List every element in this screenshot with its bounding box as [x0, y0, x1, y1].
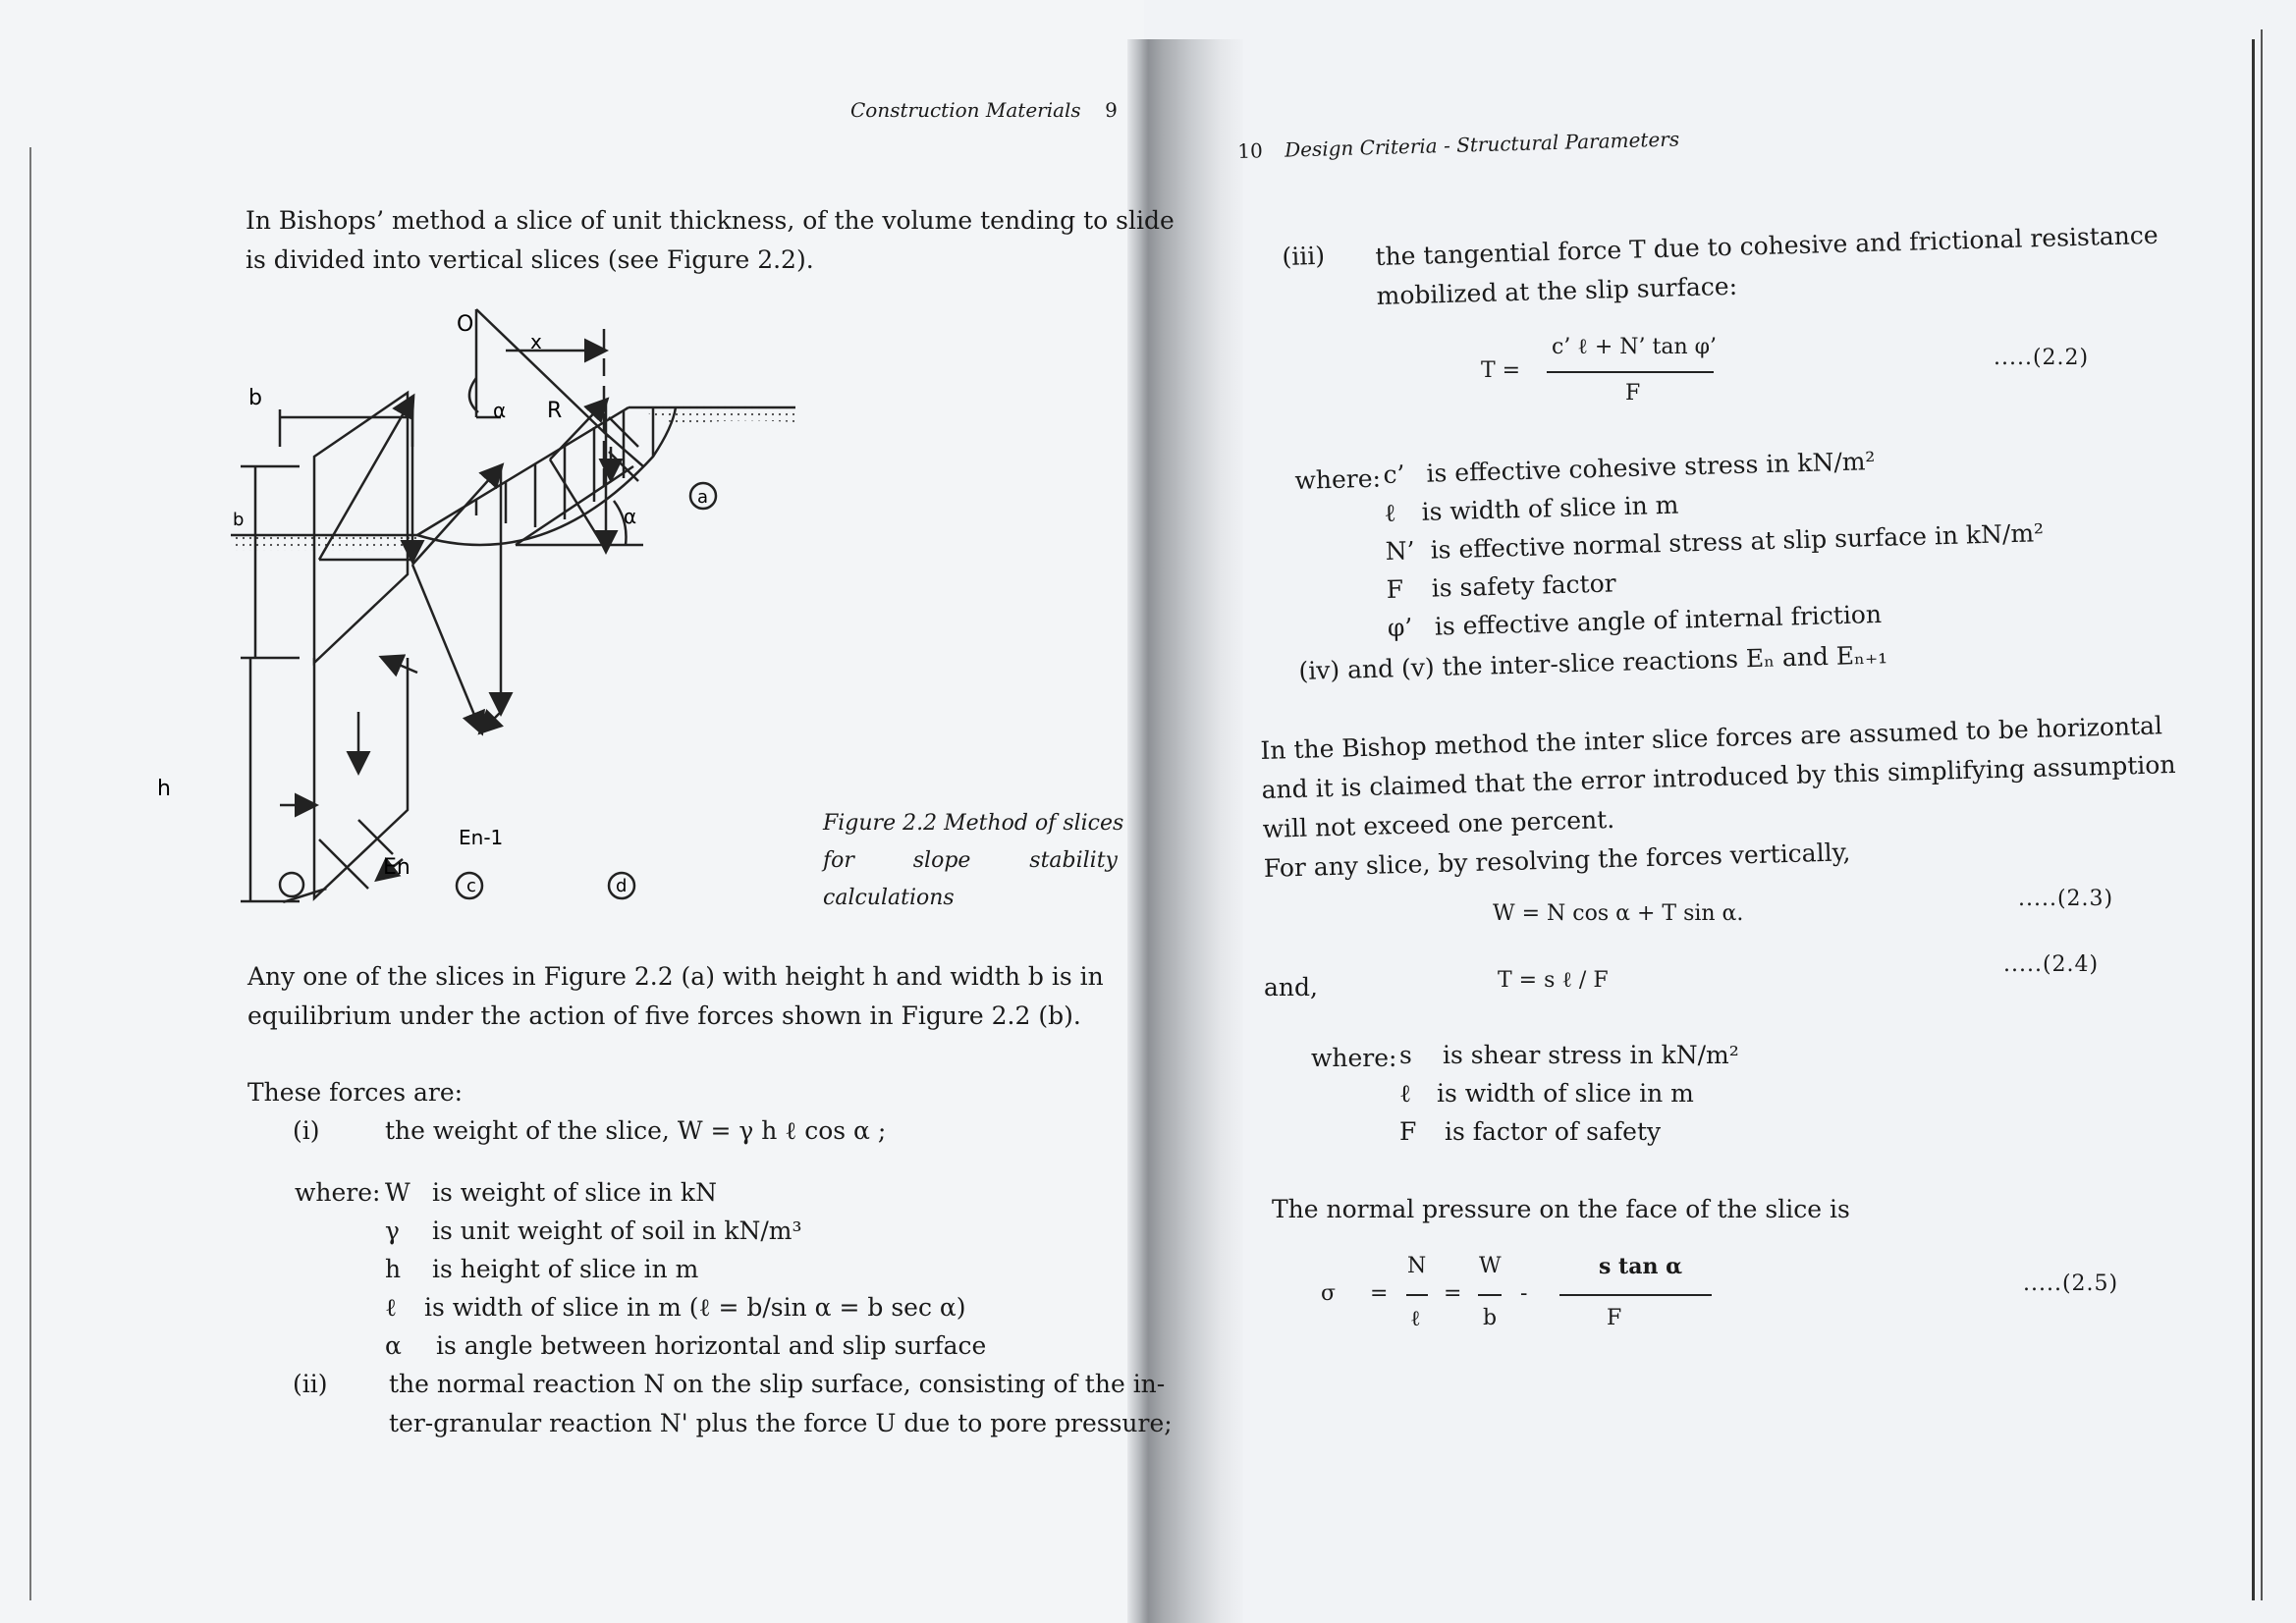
where-label-3: where: — [1311, 1044, 1397, 1072]
definition-symbol: φ’ — [1387, 613, 1413, 642]
eq25-s-bar — [1559, 1294, 1712, 1296]
caption-line2 — [823, 842, 1118, 880]
definition-text: is height of slice in m — [432, 1255, 699, 1283]
left-page-number: 9 — [1105, 98, 1118, 122]
panel-d-force-triangle — [457, 401, 637, 898]
definition-text: is effective angle of internal friction — [1434, 599, 1883, 641]
label-alpha-a1: α — [493, 399, 507, 422]
equilibrium-paragraph — [247, 957, 1104, 1036]
bishop-line: and it is claimed that the error introduced by this simplifying assumption — [1261, 749, 2176, 804]
eq25-number: .....(2.5) — [2023, 1271, 2119, 1296]
bishop-line: will not exceed one percent. — [1262, 804, 1615, 843]
shear-definitions — [1399, 1036, 1739, 1151]
definition-symbol: ℓ — [385, 1293, 397, 1322]
panel-b-slice — [241, 393, 417, 911]
eq25-w-bar — [1478, 1294, 1502, 1296]
eq25-w-numerator: W — [1479, 1254, 1502, 1278]
definition-symbol: ℓ — [1399, 1079, 1411, 1108]
label-panel-c: c — [466, 876, 476, 896]
caption-word: for — [823, 848, 854, 873]
label-panel-a: a — [697, 487, 709, 508]
where-label-2: where: — [1294, 463, 1382, 495]
eq25-equals: = — [1370, 1281, 1389, 1306]
eq25-equals-2: = — [1444, 1281, 1462, 1306]
left-header — [850, 98, 1118, 122]
label-O: O — [457, 312, 474, 337]
definition-text: is effective cohesive stress in kN/m² — [1426, 447, 1876, 488]
left-header-title: Construction Materials — [850, 98, 1081, 122]
label-En-1: En-1 — [459, 826, 504, 849]
definition-symbol: F — [1386, 574, 1404, 604]
definition-text: is factor of safety — [1445, 1117, 1662, 1146]
caption-line1: Figure 2.2 Method of slices — [823, 811, 1124, 836]
label-panel-b-b: b — [233, 510, 245, 530]
eq25-n-numerator: N — [1407, 1254, 1427, 1278]
intro-line: is divided into vertical slices (see Figure 2.2). — [246, 245, 814, 274]
eq25-n-denominator: ℓ — [1410, 1307, 1421, 1331]
normal-pressure-text: The normal pressure on the face of the slice is — [1272, 1195, 1850, 1223]
definition-symbol: W — [385, 1178, 410, 1207]
eq22-denominator: F — [1625, 381, 1641, 406]
bishop-line: For any slice, by resolving the forces vertically, — [1263, 838, 1851, 883]
right-page-number: 10 — [1237, 138, 1264, 163]
eq24-text: T = s ℓ / F — [1498, 968, 1609, 993]
definition-text: is width of slice in m — [1421, 490, 1679, 526]
eq22-numerator: c’ ℓ + N’ tan φ’ — [1552, 335, 1718, 359]
item-iii-line: the tangential force T due to cohesive and frictional resistance — [1375, 220, 2159, 271]
definition-symbol: F — [1399, 1117, 1417, 1146]
bishop-paragraph — [1260, 706, 2178, 889]
eq22-number: .....(2.2) — [1994, 346, 2090, 370]
eq24-number: .....(2.4) — [2003, 952, 2100, 977]
definition-row — [385, 1288, 986, 1326]
definition-symbol: s — [1399, 1041, 1412, 1069]
para2-line: equilibrium under the action of five forces shown in Figure 2.2 (b). — [247, 1001, 1081, 1030]
item-iii-line: mobilized at the slip surface: — [1376, 271, 1738, 310]
definition-row — [1399, 1074, 1739, 1112]
eq25-minus: - — [1520, 1281, 1528, 1306]
item-ii-line: ter-granular reaction N' plus the force U due to pore pressure; — [389, 1409, 1173, 1437]
eq25-n-bar — [1406, 1294, 1428, 1296]
item-ii-text — [389, 1365, 1173, 1443]
eq23-text: W = N cos α + T sin α. — [1493, 901, 1744, 926]
figure-2-2 — [157, 309, 830, 918]
definition-text: is effective normal stress at slip surface in kN/m² — [1430, 518, 2045, 565]
tangential-definitions — [1383, 437, 2047, 647]
item-iv-v: (iv) and (v) the inter-slice reactions Eₙ and Eₙ₊₁ — [1298, 640, 1888, 685]
label-h: h — [157, 777, 171, 801]
right-page-edge-2 — [2261, 29, 2263, 1600]
definition-text: is angle between horizontal and slip surface — [436, 1331, 987, 1360]
definition-text: is weight of slice in kN — [432, 1178, 717, 1207]
definition-text: is unit weight of soil in kN/m³ — [432, 1217, 802, 1245]
label-alpha-a2: α — [624, 505, 637, 528]
eq22-lhs: T = — [1481, 358, 1521, 383]
definition-symbol: γ — [385, 1217, 400, 1245]
definition-row — [1399, 1036, 1739, 1074]
label-x: x — [530, 330, 542, 353]
caption-word: stability — [1029, 848, 1118, 873]
label-b-width: b — [248, 386, 262, 410]
definition-row — [385, 1173, 986, 1212]
right-header-title: Design Criteria - Structural Parameters — [1284, 127, 1680, 162]
definition-symbol: ℓ — [1384, 498, 1397, 527]
eq25-s-numerator: s tan α — [1599, 1254, 1683, 1279]
left-page-edge — [29, 147, 31, 1600]
definition-symbol: h — [385, 1255, 402, 1283]
para2-line: Any one of the slices in Figure 2.2 (a) with height h and width b is in — [247, 962, 1104, 991]
definition-text: is width of slice in m (ℓ = b/sin α = b sec α) — [424, 1293, 966, 1322]
definition-text: is width of slice in m — [1437, 1079, 1694, 1108]
item-ii-line: the normal reaction N on the slip surface, consisting of the in- — [389, 1370, 1166, 1398]
forces-intro: These forces are: — [247, 1078, 464, 1107]
right-page-edge — [2252, 39, 2255, 1600]
definition-symbol: c’ — [1383, 460, 1405, 489]
label-panel-d: d — [616, 876, 628, 896]
label-En: En — [383, 855, 410, 880]
eq24-and: and, — [1264, 973, 1318, 1001]
where-label: where: — [295, 1178, 381, 1207]
eq25-s-denominator: F — [1607, 1306, 1622, 1330]
definition-text: is safety factor — [1431, 568, 1617, 603]
label-R: R — [547, 399, 563, 423]
definition-symbol: α — [385, 1331, 402, 1360]
eq25-sigma: σ — [1321, 1281, 1337, 1306]
eq25-w-denominator: b — [1483, 1306, 1498, 1330]
eq22-fraction-bar — [1547, 371, 1714, 373]
caption-line3: calculations — [823, 886, 955, 910]
weight-definitions — [385, 1173, 986, 1365]
definition-row — [385, 1326, 986, 1365]
caption-word: slope — [912, 848, 971, 873]
definition-row — [1399, 1112, 1739, 1151]
definition-row — [385, 1212, 986, 1250]
eq23-number: .....(2.3) — [2018, 887, 2114, 911]
bishop-line: In the Bishop method the inter slice forces are assumed to be horizontal — [1260, 711, 2163, 765]
intro-paragraph — [246, 201, 1175, 280]
panel-c-forces — [412, 466, 501, 731]
figure-caption — [823, 805, 1123, 917]
definition-text: is shear stress in kN/m² — [1443, 1041, 1739, 1069]
item-i-text: the weight of the slice, W = γ h ℓ cos α ; — [385, 1116, 887, 1145]
definition-row — [385, 1250, 986, 1288]
definition-symbol: N’ — [1385, 536, 1415, 566]
intro-line: In Bishops’ method a slice of unit thickness, of the volume tending to slide — [246, 206, 1175, 235]
item-ii-number: (ii) — [293, 1370, 328, 1398]
item-i-number: (i) — [293, 1116, 320, 1145]
item-iii-number: (iii) — [1282, 241, 1326, 271]
